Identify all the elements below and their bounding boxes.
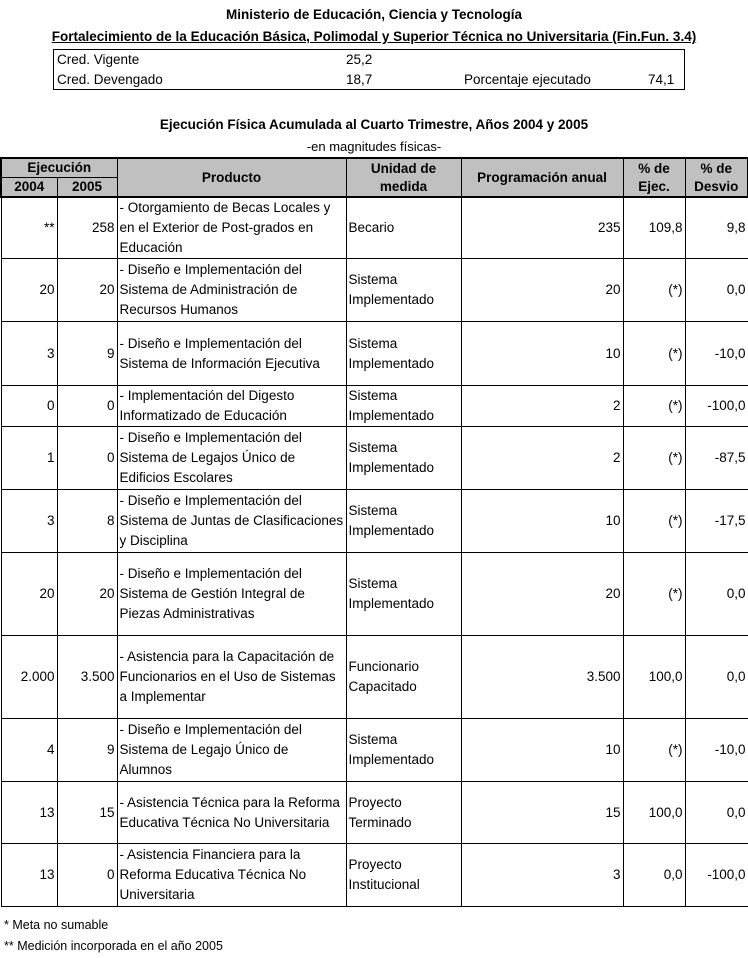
cell-2004: 3 [1, 322, 57, 386]
cell-programacion: 235 [461, 197, 623, 259]
ministry-title: Ministerio de Educación, Ciencia y Tecnología [225, 7, 523, 22]
cell-pct-desvio: -10,0 [685, 322, 748, 386]
cell-pct-ejec: (*) [623, 719, 685, 782]
credits-box [53, 49, 685, 90]
cell-unidad: Proyecto Terminado [346, 782, 461, 844]
cell-2005: 3.500 [57, 636, 117, 719]
table-row [1, 427, 748, 490]
table-body [1, 197, 748, 907]
table-row [1, 719, 748, 782]
cell-2004: 1 [1, 427, 57, 490]
cell-pct-ejec: 100,0 [623, 636, 685, 719]
header-ejecucion: Ejecución [1, 158, 117, 178]
cell-pct-desvio: 0,0 [685, 636, 748, 719]
cell-2005: 20 [57, 259, 117, 322]
cell-producto: - Diseño e Implementación del Sistema de Juntas de Clasificaciones y Disciplina [117, 490, 346, 553]
section-title: Ejecución Física Acumulada al Cuarto Trimestre, Años 2004 y 2005 [159, 117, 589, 132]
cell-producto: - Diseño e Implementación del Sistema de Gestión Integral de Piezas Administrativas [117, 553, 346, 636]
cred-devengado-value: 18,7 [346, 72, 373, 87]
cell-pct-desvio: -100,0 [685, 386, 748, 427]
header-unidad: Unidad de medida [346, 158, 461, 197]
table-row [1, 259, 748, 322]
table-row [1, 782, 748, 844]
cred-devengado-label: Cred. Devengado [57, 72, 163, 87]
table-header [1, 158, 748, 197]
cell-producto: - Diseño e Implementación del Sistema de Información Ejecutiva [117, 322, 346, 386]
pct-executed-label: Porcentaje ejecutado [464, 72, 591, 87]
table-row [1, 386, 748, 427]
cell-programacion: 20 [461, 259, 623, 322]
cell-2005: 8 [57, 490, 117, 553]
table-row [1, 553, 748, 636]
cell-unidad: Sistema Implementado [346, 259, 461, 322]
cell-2004: 13 [1, 782, 57, 844]
cred-vigente-label: Cred. Vigente [57, 52, 140, 67]
cell-unidad: Becario [346, 197, 461, 259]
cell-pct-ejec: (*) [623, 553, 685, 636]
cell-pct-desvio: 9,8 [685, 197, 748, 259]
cred-vigente-value: 25,2 [346, 52, 373, 67]
cell-pct-ejec: 109,8 [623, 197, 685, 259]
cell-2004: 20 [1, 553, 57, 636]
cell-2004: 13 [1, 844, 57, 907]
cell-2005: 258 [57, 197, 117, 259]
cell-programacion: 2 [461, 386, 623, 427]
cell-pct-ejec: (*) [623, 259, 685, 322]
cell-unidad: Funcionario Capacitado [346, 636, 461, 719]
cell-producto: - Asistencia Técnica para la Reforma Educativa Técnica No Universitaria [117, 782, 346, 844]
cell-programacion: 10 [461, 322, 623, 386]
cell-unidad: Sistema Implementado [346, 322, 461, 386]
cell-pct-ejec: 0,0 [623, 844, 685, 907]
cell-programacion: 3 [461, 844, 623, 907]
header-programacion: Programación anual [461, 158, 623, 197]
cell-2005: 0 [57, 844, 117, 907]
header-pct-desvio: % de Desvio [685, 158, 748, 197]
cell-2004: 3 [1, 490, 57, 553]
cell-unidad: Sistema Implementado [346, 427, 461, 490]
cell-producto: - Otorgamiento de Becas Locales y en el Exterior de Post-grados en Educación [117, 197, 346, 259]
header-producto: Producto [117, 158, 346, 197]
cell-unidad: Sistema Implementado [346, 719, 461, 782]
cell-pct-ejec: (*) [623, 490, 685, 553]
cell-programacion: 10 [461, 719, 623, 782]
cell-2004: 2.000 [1, 636, 57, 719]
table-row [1, 322, 748, 386]
cell-pct-desvio: -87,5 [685, 427, 748, 490]
cell-pct-desvio: -10,0 [685, 719, 748, 782]
table-row [1, 197, 748, 259]
cell-producto: - Diseño e Implementación del Sistema de Legajo Único de Alumnos [117, 719, 346, 782]
table-row [1, 490, 748, 553]
footnote-1: * Meta no sumable [4, 918, 109, 932]
cell-producto: - Asistencia Financiera para la Reforma Educativa Técnica No Universitaria [117, 844, 346, 907]
cell-2005: 0 [57, 427, 117, 490]
cell-producto: - Asistencia para la Capacitación de Funcionarios en el Uso de Sistemas a Implementar [117, 636, 346, 719]
cell-2004: ** [1, 197, 57, 259]
cell-2004: 4 [1, 719, 57, 782]
header-2004: 2004 [1, 178, 57, 198]
cell-pct-ejec: (*) [623, 427, 685, 490]
header-pct-ejec: % de Ejec. [623, 158, 685, 197]
cell-2005: 15 [57, 782, 117, 844]
cell-unidad: Sistema Implementado [346, 386, 461, 427]
cell-unidad: Proyecto Institucional [346, 844, 461, 907]
cell-pct-ejec: 100,0 [623, 782, 685, 844]
cell-2005: 20 [57, 553, 117, 636]
cell-programacion: 2 [461, 427, 623, 490]
footnote-2: ** Medición incorporada en el año 2005 [4, 939, 223, 953]
execution-table [0, 157, 748, 907]
cell-unidad: Sistema Implementado [346, 553, 461, 636]
cell-pct-desvio: 0,0 [685, 259, 748, 322]
cell-pct-ejec: (*) [623, 322, 685, 386]
header-2005: 2005 [57, 178, 117, 198]
table-row [1, 636, 748, 719]
table-row [1, 844, 748, 907]
cell-2005: 9 [57, 322, 117, 386]
cell-2004: 20 [1, 259, 57, 322]
cell-pct-desvio: 0,0 [685, 553, 748, 636]
cell-programacion: 3.500 [461, 636, 623, 719]
program-title: Fortalecimiento de la Educación Básica, Polimodal y Superior Técnica no Universitaria (Fin.Fun. 3.4) [51, 29, 697, 44]
cell-programacion: 20 [461, 553, 623, 636]
pct-executed-value: 74,1 [648, 72, 675, 87]
cell-2004: 0 [1, 386, 57, 427]
cell-pct-ejec: (*) [623, 386, 685, 427]
cell-2005: 9 [57, 719, 117, 782]
cell-2005: 0 [57, 386, 117, 427]
cell-pct-desvio: -17,5 [685, 490, 748, 553]
cell-producto: - Diseño e Implementación del Sistema de Administración de Recursos Humanos [117, 259, 346, 322]
cell-pct-desvio: -100,0 [685, 844, 748, 907]
cell-unidad: Sistema Implementado [346, 490, 461, 553]
section-subtitle: -en magnitudes físicas- [306, 139, 442, 154]
cell-producto: - Diseño e Implementación del Sistema de Legajos Único de Edificios Escolares [117, 427, 346, 490]
cell-producto: - Implementación del Digesto Informatizado de Educación [117, 386, 346, 427]
cell-programacion: 10 [461, 490, 623, 553]
cell-pct-desvio: 0,0 [685, 782, 748, 844]
cell-programacion: 15 [461, 782, 623, 844]
